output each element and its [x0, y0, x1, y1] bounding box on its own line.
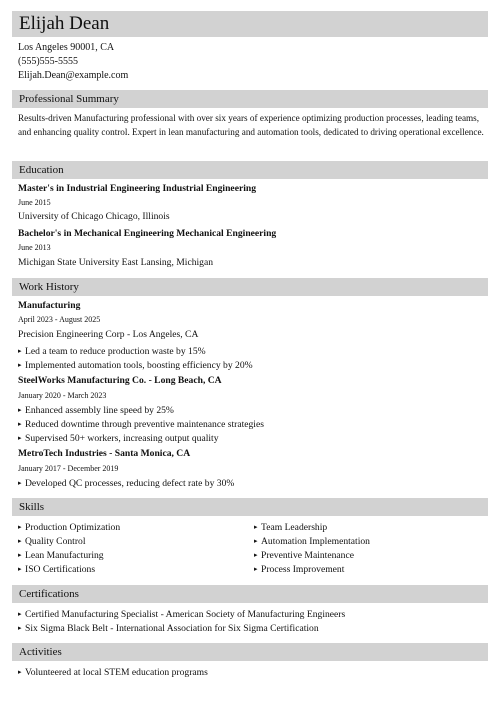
job-bullet-text: Implemented automation tools, boosting efficiency by 20% [25, 360, 253, 371]
section-header-education: Education [12, 161, 488, 179]
candidate-name: Elijah Dean [12, 11, 488, 37]
job-bullet-text: Reduced downtime through preventive maintenance strategies [25, 419, 264, 430]
list-item [18, 666, 208, 679]
bullet-icon: ▸ [254, 523, 258, 531]
skill-text: Automation Implementation [261, 536, 370, 547]
bullet-icon: ▸ [18, 479, 22, 487]
bullet-icon: ▸ [254, 537, 258, 545]
contact-address: Los Angeles 90001, CA [18, 42, 115, 53]
job-dates: April 2023 - August 2025 [18, 315, 101, 324]
skill-text: Quality Control [25, 536, 86, 547]
skill-text: Process Improvement [261, 564, 345, 575]
bullet-icon: ▸ [18, 610, 22, 618]
bullet-icon: ▸ [18, 523, 22, 531]
list-item [18, 345, 206, 358]
certification-text: Six Sigma Black Belt - International Association for Six Sigma Certification [25, 623, 319, 634]
job-bullet-text: Supervised 50+ workers, increasing output quality [25, 433, 219, 444]
list-item [254, 535, 370, 548]
bullet-icon: ▸ [18, 434, 22, 442]
skill-text: Lean Manufacturing [25, 550, 104, 561]
list-item [254, 521, 327, 534]
list-item [18, 549, 104, 562]
skill-text: Preventive Maintenance [261, 550, 354, 561]
list-item [18, 521, 120, 534]
job-title: MetroTech Industries - Santa Monica, CA [18, 448, 191, 459]
bullet-icon: ▸ [18, 624, 22, 632]
job-bullet-text: Led a team to reduce production waste by 15% [25, 346, 206, 357]
bullet-icon: ▸ [18, 420, 22, 428]
job-bullet-text: Developed QC processes, reducing defect rate by 30% [25, 478, 235, 489]
section-header-summary: Professional Summary [12, 90, 488, 108]
job-bullet-text: Enhanced assembly line speed by 25% [25, 405, 174, 416]
bullet-icon: ▸ [18, 347, 22, 355]
skill-text: Team Leadership [261, 522, 328, 533]
section-header-activities: Activities [12, 643, 488, 661]
bullet-icon: ▸ [254, 551, 258, 559]
contact-phone: (555)555-5555 [18, 56, 78, 67]
list-item [18, 404, 174, 417]
contact-email: Elijah.Dean@example.com [18, 70, 129, 81]
bullet-icon: ▸ [18, 361, 22, 369]
bullet-icon: ▸ [18, 537, 22, 545]
list-item [18, 418, 264, 431]
list-item [18, 608, 345, 621]
education-degree: Bachelor's in Mechanical Engineering Mechanical Engineering [18, 228, 277, 239]
skill-text: Production Optimization [25, 522, 121, 533]
job-dates: January 2020 - March 2023 [18, 391, 107, 400]
section-header-work-history: Work History [12, 278, 488, 296]
certification-text: Certified Manufacturing Specialist - American Society of Manufacturing Engineers [25, 609, 346, 620]
bullet-icon: ▸ [18, 565, 22, 573]
education-degree: Master's in Industrial Engineering Industrial Engineering [18, 183, 257, 194]
bullet-icon: ▸ [18, 668, 22, 676]
list-item [18, 563, 95, 576]
list-item [18, 477, 234, 490]
job-title: SteelWorks Manufacturing Co. - Long Beach, CA [18, 375, 222, 386]
summary-text: Results-driven Manufacturing professional with over six years of experience optimizing production processes, leading teams, and enhancing quality control. Expert in lean manufacturing and automation tools, dedicated to driving operational excellence. [18, 113, 484, 137]
job-company: Precision Engineering Corp - Los Angeles, CA [18, 329, 199, 340]
activity-text: Volunteered at local STEM education programs [25, 667, 208, 678]
education-date: June 2015 [18, 198, 51, 207]
list-item [18, 359, 253, 372]
list-item [254, 549, 354, 562]
section-header-skills: Skills [12, 498, 488, 516]
bullet-icon: ▸ [18, 406, 22, 414]
list-item [18, 432, 219, 445]
education-school: University of Chicago Chicago, Illinois [18, 211, 170, 222]
list-item [254, 563, 344, 576]
job-title: Manufacturing [18, 300, 81, 311]
list-item [18, 535, 86, 548]
section-header-certifications: Certifications [12, 585, 488, 603]
education-date: June 2013 [18, 243, 51, 252]
bullet-icon: ▸ [254, 565, 258, 573]
bullet-icon: ▸ [18, 551, 22, 559]
education-school: Michigan State University East Lansing, Michigan [18, 257, 214, 268]
job-dates: January 2017 - December 2019 [18, 464, 119, 473]
list-item [18, 622, 319, 635]
skill-text: ISO Certifications [25, 564, 96, 575]
